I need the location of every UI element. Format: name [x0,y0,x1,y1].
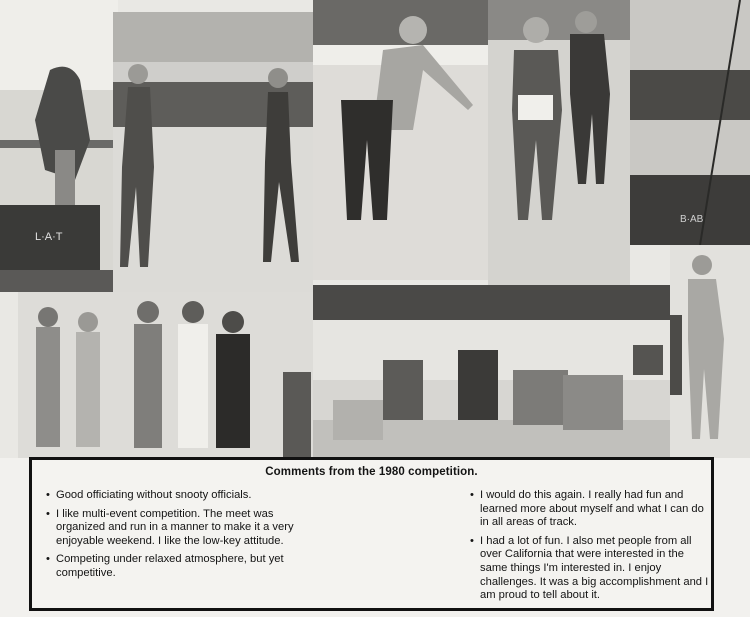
bullet: • [46,507,50,520]
comment-item [46,489,294,503]
photo-athlete-right [670,245,750,458]
bullet: • [470,489,474,501]
photo-women-group [488,0,630,290]
comments-left-column [46,489,294,586]
comment-text: I would do this again. I really had fun and learned more about myself and what I can do in all areas of track. [480,489,704,529]
bullet: • [46,553,50,566]
comment-text: Competing under relaxed atmosphere, but yet competitive. [56,553,284,579]
comment-item [470,535,710,603]
photo-spectators-seated [313,285,670,458]
comments-panel [29,457,714,611]
svg-text:B·AB: B·AB [680,214,704,225]
photo-woman-sprinter [113,12,313,292]
bullet: • [470,534,474,547]
bullet: • [46,489,50,501]
comments-right-column [470,489,710,608]
comment-item [46,508,294,549]
photo-people-standing [18,292,313,458]
comment-item [470,489,710,530]
svg-text:L·A·T: L·A·T [35,231,63,243]
comment-item [46,553,294,580]
photo-hurdler-left [0,0,118,292]
comments-title: Comments from the 1980 competition. [265,466,478,478]
photo-jumper [313,0,488,280]
photo-stands [630,0,750,245]
comment-text: I like multi-event competition. The meet was organized and run in a manner to make it a very enjoyable weekend. I like the low-key attitude. [56,507,294,547]
comment-text: I had a lot of fun. I also met people from all over California that were interested in the same things I'm interested in. I enjoy challenges. It was a big accomplishment and I am proud to tell about it. [480,534,709,602]
comment-text: Good officiating without snooty officials. [56,489,252,501]
